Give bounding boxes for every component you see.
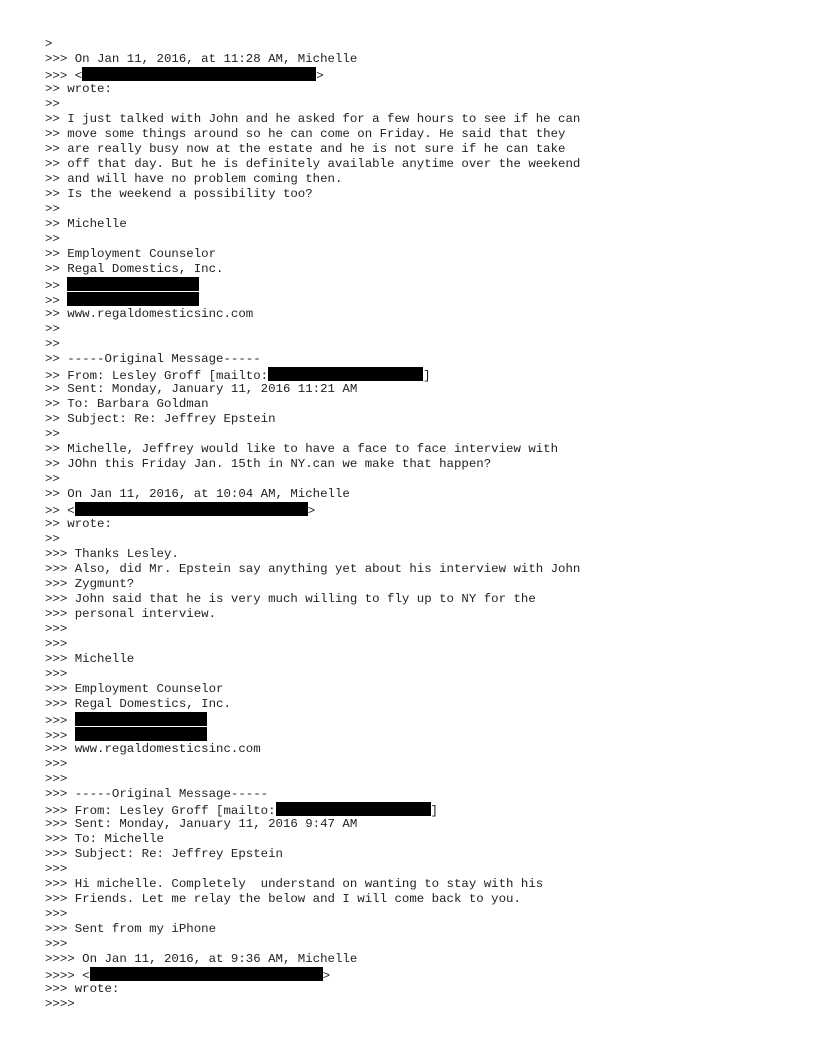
line-text: >> < [45, 504, 75, 518]
line-text: >> [45, 427, 60, 441]
text-line [45, 922, 785, 937]
line-text: > [307, 504, 316, 518]
line-text: >>> From: Lesley Groff [mailto: [45, 804, 276, 818]
text-line [45, 577, 785, 592]
text-line [45, 127, 785, 142]
line-text: >> [45, 202, 60, 216]
text-line [45, 277, 785, 292]
text-line [45, 217, 785, 232]
text-line [45, 787, 785, 802]
text-line [45, 937, 785, 952]
text-line [45, 382, 785, 397]
text-line [45, 547, 785, 562]
line-text: >>> Michelle [45, 652, 135, 666]
text-line [45, 202, 785, 217]
text-line [45, 817, 785, 832]
text-line [45, 502, 785, 517]
line-text: >> From: Lesley Groff [mailto: [45, 369, 269, 383]
text-line [45, 562, 785, 577]
line-text: >> Subject: Re: Jeffrey Epstein [45, 412, 276, 426]
line-text: >>> Hi michelle. Completely understand on wanting to stay with his [45, 877, 544, 891]
text-line [45, 322, 785, 337]
text-line [45, 532, 785, 547]
line-text: >> off that day. But he is definitely available anytime over the weekend [45, 157, 581, 171]
line-text: >> Sent: Monday, January 11, 2016 11:21 AM [45, 382, 358, 396]
line-text: ] [423, 369, 431, 383]
text-line [45, 52, 785, 67]
text-line [45, 82, 785, 97]
text-line [45, 67, 785, 82]
line-text: >>> wrote: [45, 982, 120, 996]
line-text: >>> [45, 757, 68, 771]
redaction-bar [75, 712, 207, 726]
text-line [45, 982, 785, 997]
line-text: >>> On Jan 11, 2016, at 11:28 AM, Michelle [45, 52, 358, 66]
redaction-bar [75, 727, 207, 741]
text-line [45, 487, 785, 502]
line-text: >> JOhn this Friday Jan. 15th in NY.can we make that happen? [45, 457, 492, 471]
line-text: >> wrote: [45, 517, 112, 531]
redaction-bar [276, 802, 431, 816]
line-text: >>> Regal Domestics, Inc. [45, 697, 231, 711]
line-text: >> are really busy now at the estate and he is not sure if he can take [45, 142, 566, 156]
line-text: >>> Also, did Mr. Epstein say anything yet about his interview with John [45, 562, 581, 576]
text-line [45, 187, 785, 202]
text-line [45, 457, 785, 472]
line-text: >> [45, 97, 60, 111]
text-line [45, 712, 785, 727]
line-text: >>> [45, 667, 68, 681]
line-text: >>> John said that he is very much willing to fly up to NY for the [45, 592, 536, 606]
text-line [45, 952, 785, 967]
line-text: >> [45, 232, 60, 246]
text-line [45, 172, 785, 187]
line-text: > [316, 69, 324, 83]
line-text: >> [45, 322, 60, 336]
line-text: >> [45, 472, 60, 486]
line-text: >>> Sent: Monday, January 11, 2016 9:47 AM [45, 817, 358, 831]
text-line [45, 142, 785, 157]
line-text: >>> [45, 714, 75, 728]
line-text: >>> personal interview. [45, 607, 217, 621]
redaction-bar [67, 292, 199, 306]
redaction-bar [268, 367, 423, 381]
line-text: >>> [45, 937, 68, 951]
text-line [45, 802, 785, 817]
text-line [45, 232, 785, 247]
email-thread-document [45, 37, 785, 1012]
line-text: >>> Friends. Let me relay the below and I will come back to you. [45, 892, 521, 906]
line-text: >> [45, 337, 60, 351]
line-text: >> To: Barbara Goldman [45, 397, 209, 411]
line-text: >>> Thanks Lesley. [45, 547, 179, 561]
line-text: >>> [45, 729, 75, 743]
line-text: >> [45, 532, 60, 546]
line-text: >> [45, 294, 68, 308]
line-text: >>> [45, 637, 68, 651]
line-text: > [45, 37, 53, 51]
line-text: >>> Sent from my iPhone [45, 922, 217, 936]
line-text: >> [45, 279, 68, 293]
text-line [45, 652, 785, 667]
line-text: >> Michelle, Jeffrey would like to have a face to face interview with [45, 442, 559, 456]
text-line [45, 832, 785, 847]
line-text: >>> [45, 907, 68, 921]
text-line [45, 352, 785, 367]
text-line [45, 517, 785, 532]
line-text: >>>> On Jan 11, 2016, at 9:36 AM, Michelle [45, 952, 358, 966]
line-text: >> I just talked with John and he asked for a few hours to see if he can [45, 112, 581, 126]
line-text: >>> www.regaldomesticsinc.com [45, 742, 261, 756]
line-text: >>> [45, 772, 68, 786]
text-line [45, 397, 785, 412]
text-line [45, 262, 785, 277]
text-line [45, 427, 785, 442]
text-line [45, 847, 785, 862]
text-line [45, 997, 785, 1012]
line-text: >>> Employment Counselor [45, 682, 224, 696]
line-text: >> Employment Counselor [45, 247, 217, 261]
text-line [45, 247, 785, 262]
line-text: >> On Jan 11, 2016, at 10:04 AM, Michelle [45, 487, 350, 501]
line-text: >>> To: Michelle [45, 832, 164, 846]
text-line [45, 307, 785, 322]
line-text: >> wrote: [45, 82, 112, 96]
line-text: >>>> < [45, 969, 90, 983]
text-line [45, 697, 785, 712]
text-line [45, 757, 785, 772]
redaction-bar [75, 502, 308, 516]
line-text: >>> -----Original Message----- [45, 787, 269, 801]
text-line [45, 637, 785, 652]
redaction-bar [67, 277, 199, 291]
text-line [45, 892, 785, 907]
text-line [45, 967, 785, 982]
line-text: >>> [45, 622, 68, 636]
line-text: >> Regal Domestics, Inc. [45, 262, 224, 276]
text-line [45, 907, 785, 922]
line-text: >> -----Original Message----- [45, 352, 261, 366]
text-line [45, 667, 785, 682]
line-text: >> move some things around so he can come on Friday. He said that they [45, 127, 566, 141]
text-line [45, 367, 785, 382]
line-text: > [322, 969, 331, 983]
line-text: >>>> [45, 997, 75, 1011]
text-line [45, 37, 785, 52]
line-text: >> www.regaldomesticsinc.com [45, 307, 254, 321]
text-line [45, 412, 785, 427]
line-text: >>> Subject: Re: Jeffrey Epstein [45, 847, 283, 861]
text-line [45, 112, 785, 127]
text-line [45, 292, 785, 307]
text-line [45, 157, 785, 172]
text-line [45, 862, 785, 877]
line-text: >> Is the weekend a possibility too? [45, 187, 313, 201]
text-line [45, 772, 785, 787]
line-text: >>> Zygmunt? [45, 577, 135, 591]
text-line [45, 607, 785, 622]
line-text: >> and will have no problem coming then. [45, 172, 343, 186]
text-line [45, 592, 785, 607]
text-line [45, 622, 785, 637]
text-line [45, 472, 785, 487]
text-line [45, 442, 785, 457]
text-line [45, 877, 785, 892]
text-line [45, 742, 785, 757]
line-text: >> Michelle [45, 217, 127, 231]
line-text: ] [430, 804, 438, 818]
line-text: >>> < [45, 69, 83, 83]
text-line [45, 97, 785, 112]
text-line [45, 727, 785, 742]
redaction-bar [82, 67, 316, 81]
text-line [45, 682, 785, 697]
redaction-bar [90, 967, 323, 981]
text-line [45, 337, 785, 352]
line-text: >>> [45, 862, 68, 876]
